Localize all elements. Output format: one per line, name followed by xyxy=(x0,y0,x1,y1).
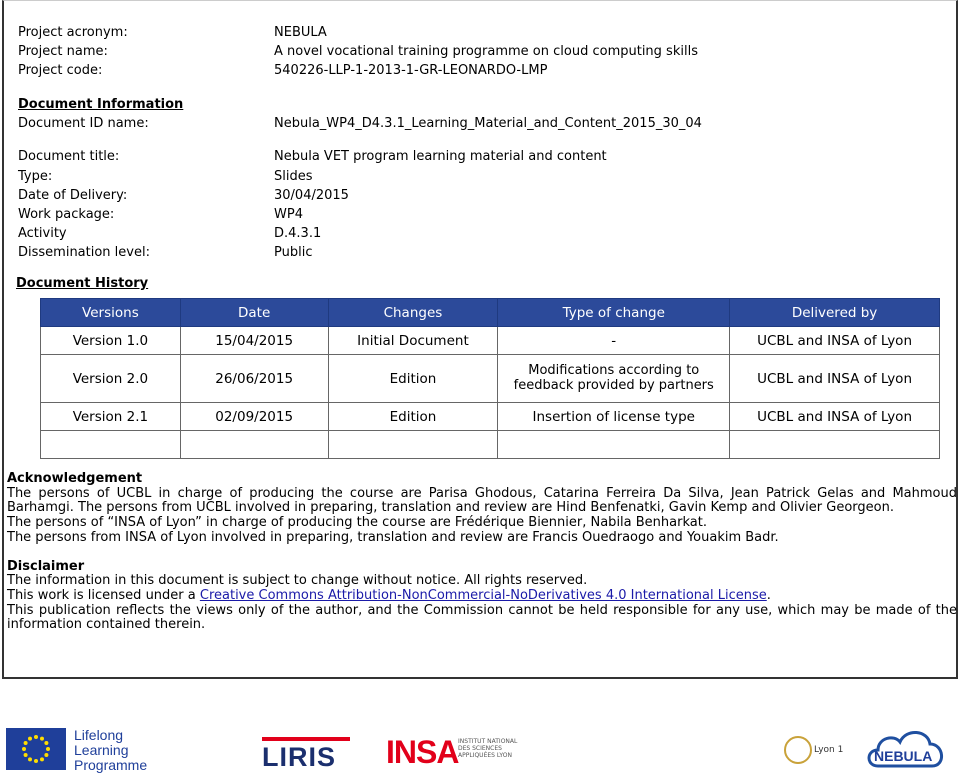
cell-delivered-by: UCBL and INSA of Lyon xyxy=(730,355,940,403)
insa-subtitle: INSTITUT NATIONAL DES SCIENCES APPLIQUÉES LYON xyxy=(458,738,518,759)
lyon1-emblem-icon xyxy=(784,736,812,764)
acknowledgement-insa-review: The persons from INSA of Lyon involved in preparing, translation and review are Francis Ouedraogo and Youakim Badr. xyxy=(7,529,779,545)
license-link[interactable]: Creative Commons Attribution-NonCommercial-NoDerivatives 4.0 International License xyxy=(199,587,767,603)
disclaimer-text: The information in this document is subject to change without notice. All rights reserved. xyxy=(7,573,588,589)
doc-title-label: Document title: xyxy=(18,149,120,165)
document-history-heading: Document History xyxy=(16,276,149,291)
doc-id-value: Nebula_WP4_D4.3.1_Learning_Material_and_Content_2015_30_04 xyxy=(274,116,702,132)
eu-flag-icon xyxy=(6,728,66,770)
activity-label: Activity xyxy=(18,226,67,242)
delivery-date-value: 30/04/2015 xyxy=(274,187,349,203)
cell-version: Version 2.1 xyxy=(41,403,181,431)
table-row xyxy=(41,327,940,355)
table-row xyxy=(41,355,940,403)
activity-value: D.4.3.1 xyxy=(274,226,322,242)
llp-logo: Lifelong Learning Programme xyxy=(74,727,148,773)
doc-id-label: Document ID name: xyxy=(18,116,149,132)
cell-version: Version 1.0 xyxy=(41,327,181,355)
cell-type: Insertion of license type xyxy=(498,403,730,431)
cell-date: 26/06/2015 xyxy=(180,355,328,403)
cell-date: 15/04/2015 xyxy=(180,327,328,355)
nebula-logo: NEBULA xyxy=(874,748,933,764)
project-code-label: Project code: xyxy=(18,63,103,79)
delivery-date-label: Date of Delivery: xyxy=(18,187,128,203)
project-name-label: Project name: xyxy=(18,44,108,60)
cell-delivered-by: UCBL and INSA of Lyon xyxy=(730,327,940,355)
dissemination-value: Public xyxy=(274,245,313,261)
document-info-heading: Document Information xyxy=(18,97,184,112)
dissemination-label: Dissemination level: xyxy=(18,245,150,261)
cell-type: Modifications according to feedback provided by partners xyxy=(498,355,730,403)
logo-bar xyxy=(0,716,960,782)
lyon1-logo: Lyon 1 xyxy=(814,745,844,755)
disclaimer-heading: Disclaimer xyxy=(7,558,85,574)
cell-changes: Initial Document xyxy=(328,327,498,355)
document-history-table xyxy=(40,298,940,459)
license-statement: This work is licensed under a Creative Commons Attribution-NonCommercial-NoDerivatives 4.0 International License. xyxy=(7,587,771,603)
work-package-label: Work package: xyxy=(18,206,115,222)
cell-type: - xyxy=(498,327,730,355)
liris-accent-icon xyxy=(262,737,350,741)
doc-type-value: Slides xyxy=(274,168,313,184)
cell-version: Version 2.0 xyxy=(41,355,181,403)
responsibility-statement: This publication reflects the views only of the author, and the Commission cannot be held responsible for any use, which may be made of the information contained therein. xyxy=(7,602,957,633)
doc-title-value: Nebula VET program learning material and content xyxy=(274,149,607,165)
insa-logo: INSA xyxy=(386,734,459,770)
table-row xyxy=(41,403,940,431)
cell-changes: Edition xyxy=(328,355,498,403)
column-header-changes: Changes xyxy=(328,299,498,327)
project-block xyxy=(18,23,698,81)
column-header-versions: Versions xyxy=(41,299,181,327)
column-header-date: Date xyxy=(180,299,328,327)
acronym-label: Project acronym: xyxy=(18,25,128,40)
table-header-row xyxy=(41,299,940,327)
table-row-empty xyxy=(41,431,940,459)
project-name-value: A novel vocational training programme on cloud computing skills xyxy=(274,44,698,60)
acknowledgement-insa: The persons of “INSA of Lyon” in charge of producing the course are Frédérique Biennier, Nabila Benharkat. xyxy=(7,515,707,531)
acknowledgement-heading: Acknowledgement xyxy=(7,471,143,486)
document-info-block xyxy=(18,95,702,263)
work-package-value: WP4 xyxy=(274,206,303,222)
acknowledgement-ucbl: The persons of UCBL in charge of producing the course are Parisa Ghodous, Catarina Ferreira Da Silva, Jean Patrick Gelas and Mahmoud Barhamgi. The persons from UCBL involved in preparing, translation and review are Hind Benfenatki, Gavin Kemp and Olivier Georgeon. xyxy=(7,485,957,516)
cell-delivered-by: UCBL and INSA of Lyon xyxy=(730,403,940,431)
doc-type-label: Type: xyxy=(18,168,53,184)
column-header-type-of-change: Type of change xyxy=(498,299,730,327)
acknowledgement-section xyxy=(7,472,957,633)
project-code-value: 540226-LLP-1-2013-1-GR-LEONARDO-LMP xyxy=(274,63,548,79)
cell-date: 02/09/2015 xyxy=(180,403,328,431)
liris-logo: LIRIS xyxy=(262,742,337,772)
cell-changes: Edition xyxy=(328,403,498,431)
acronym-value: NEBULA xyxy=(274,25,327,40)
column-header-delivered-by: Delivered by xyxy=(730,299,940,327)
